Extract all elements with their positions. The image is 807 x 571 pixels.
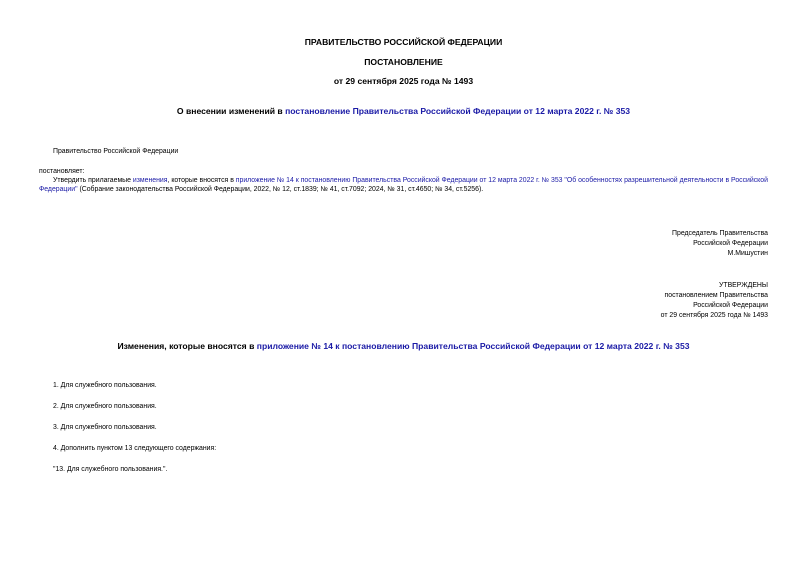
resolves-text: постановляет: xyxy=(39,168,85,175)
resolution-353-link[interactable]: постановление Правительства Российской Федерации от 12 марта 2022 г. № 353 xyxy=(285,106,631,116)
date-number-heading: от 29 сентября 2025 года № 1493 xyxy=(333,76,474,86)
changes-title-prefix: Изменения, которые вносятся в xyxy=(117,341,257,351)
appendix-14-link[interactable]: приложение № 14 к постановлению Правительства Российской Федерации от 12 марта 2022 г. № 353 "Об особенностях разрешительной деятельности в Российской Федерации" xyxy=(39,177,768,193)
doc-type-heading: ПОСТАНОВЛЕНИЕ xyxy=(364,57,443,67)
approval-line-3: Российской Федерации xyxy=(693,302,768,309)
main-paragraph-start: Утвердить прилагаемые xyxy=(53,177,133,184)
list-item: 1. Для служебного пользования. xyxy=(53,382,157,389)
approval-line-1: УТВЕРЖДЕНЫ xyxy=(719,282,768,289)
signature-country: Российской Федерации xyxy=(693,240,768,247)
list-item: 3. Для служебного пользования. xyxy=(53,424,157,431)
approval-line-2: постановлением Правительства xyxy=(664,292,768,299)
signature-name: М.Мишустин xyxy=(727,250,768,257)
approval-stamp xyxy=(661,281,768,321)
main-paragraph xyxy=(39,176,774,194)
changes-appendix-link[interactable]: приложение № 14 к постановлению Правительства Российской Федерации от 12 марта 2022 г. № 353 xyxy=(256,341,690,351)
signature-block xyxy=(672,229,768,259)
signature-position: Председатель Правительства xyxy=(672,230,768,237)
main-paragraph-end: (Собрание законодательства Российской Федерации, 2022, № 12, ст.1839; № 41, ст.7092; 2024, № 31, ст.4650; № 34, ст.5256). xyxy=(77,186,484,193)
list-item: 2. Для служебного пользования. xyxy=(53,403,157,410)
list-item: 4. Дополнить пунктом 13 следующего содержания: xyxy=(53,445,217,452)
changes-title xyxy=(0,341,807,351)
changes-link[interactable]: изменения xyxy=(132,177,168,184)
list-item: "13. Для служебного пользования.". xyxy=(53,466,168,473)
issuer-text: Правительство Российской Федерации xyxy=(53,148,179,155)
government-heading: ПРАВИТЕЛЬСТВО РОССИЙСКОЙ ФЕДЕРАЦИИ xyxy=(304,37,503,47)
resolution-title xyxy=(0,106,807,116)
approval-line-4: от 29 сентября 2025 года № 1493 xyxy=(660,312,768,319)
resolution-title-prefix: О внесении изменений в xyxy=(176,106,286,116)
main-paragraph-mid: , которые вносятся в xyxy=(167,177,236,184)
